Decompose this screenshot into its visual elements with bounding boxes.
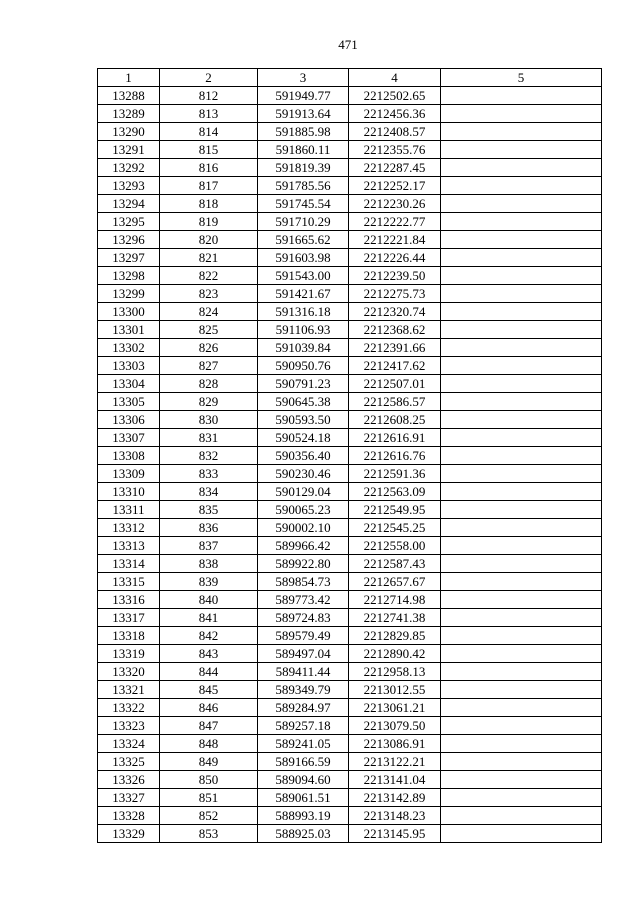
cell-vertex-number: 823 [160,285,258,303]
cell-point-number: 13309 [98,465,160,483]
cell-x-coordinate: 591949.77 [258,87,349,105]
table-row [98,321,602,339]
cell-x-coordinate: 590002.10 [258,519,349,537]
cell-vertex-number: 847 [160,717,258,735]
cell-note [441,375,602,393]
cell-y-coordinate: 2212456.36 [349,105,441,123]
cell-vertex-number: 822 [160,267,258,285]
cell-x-coordinate: 590950.76 [258,357,349,375]
cell-y-coordinate: 2212222.77 [349,213,441,231]
cell-y-coordinate: 2212657.67 [349,573,441,591]
cell-x-coordinate: 589411.44 [258,663,349,681]
cell-point-number: 13320 [98,663,160,681]
table-row [98,123,602,141]
cell-note [441,123,602,141]
cell-note [441,213,602,231]
cell-note [441,159,602,177]
cell-y-coordinate: 2213122.21 [349,753,441,771]
cell-y-coordinate: 2212586.57 [349,393,441,411]
table-row [98,555,602,573]
table-row [98,645,602,663]
cell-point-number: 13306 [98,411,160,429]
table-row [98,375,602,393]
cell-x-coordinate: 590524.18 [258,429,349,447]
cell-x-coordinate: 591039.84 [258,339,349,357]
cell-vertex-number: 845 [160,681,258,699]
table-row [98,753,602,771]
cell-y-coordinate: 2212549.95 [349,501,441,519]
cell-note [441,141,602,159]
cell-note [441,195,602,213]
cell-x-coordinate: 591543.00 [258,267,349,285]
cell-vertex-number: 843 [160,645,258,663]
cell-vertex-number: 818 [160,195,258,213]
cell-x-coordinate: 589349.79 [258,681,349,699]
cell-x-coordinate: 589094.60 [258,771,349,789]
cell-note [441,519,602,537]
cell-note [441,789,602,807]
cell-point-number: 13326 [98,771,160,789]
cell-point-number: 13308 [98,447,160,465]
table-row [98,249,602,267]
column-header-5: 5 [441,69,602,87]
cell-x-coordinate: 589579.49 [258,627,349,645]
cell-y-coordinate: 2213079.50 [349,717,441,735]
cell-y-coordinate: 2212616.91 [349,429,441,447]
table-body [98,87,602,843]
cell-y-coordinate: 2212587.43 [349,555,441,573]
cell-x-coordinate: 589257.18 [258,717,349,735]
cell-note [441,393,602,411]
table-row [98,771,602,789]
cell-point-number: 13319 [98,645,160,663]
cell-y-coordinate: 2212714.98 [349,591,441,609]
cell-x-coordinate: 591316.18 [258,303,349,321]
cell-y-coordinate: 2212287.45 [349,159,441,177]
cell-point-number: 13304 [98,375,160,393]
cell-y-coordinate: 2212502.65 [349,87,441,105]
table-row [98,411,602,429]
cell-vertex-number: 825 [160,321,258,339]
cell-point-number: 13302 [98,339,160,357]
cell-y-coordinate: 2212545.25 [349,519,441,537]
cell-x-coordinate: 590129.04 [258,483,349,501]
cell-point-number: 13329 [98,825,160,843]
cell-vertex-number: 815 [160,141,258,159]
cell-vertex-number: 816 [160,159,258,177]
table-row [98,285,602,303]
cell-vertex-number: 831 [160,429,258,447]
cell-vertex-number: 820 [160,231,258,249]
cell-note [441,87,602,105]
cell-vertex-number: 828 [160,375,258,393]
table-row [98,627,602,645]
cell-note [441,501,602,519]
cell-x-coordinate: 590791.23 [258,375,349,393]
cell-y-coordinate: 2213148.23 [349,807,441,825]
cell-y-coordinate: 2213145.95 [349,825,441,843]
cell-y-coordinate: 2212829.85 [349,627,441,645]
cell-note [441,249,602,267]
cell-note [441,717,602,735]
cell-x-coordinate: 591665.62 [258,231,349,249]
table-row [98,357,602,375]
table-row [98,177,602,195]
table-row [98,303,602,321]
cell-point-number: 13311 [98,501,160,519]
cell-point-number: 13289 [98,105,160,123]
cell-point-number: 13288 [98,87,160,105]
cell-y-coordinate: 2212507.01 [349,375,441,393]
cell-y-coordinate: 2212230.26 [349,195,441,213]
cell-note [441,231,602,249]
cell-point-number: 13327 [98,789,160,807]
cell-note [441,177,602,195]
column-header-4: 4 [349,69,441,87]
table-row [98,609,602,627]
cell-point-number: 13292 [98,159,160,177]
cell-vertex-number: 832 [160,447,258,465]
cell-note [441,465,602,483]
cell-point-number: 13315 [98,573,160,591]
table-row [98,519,602,537]
table-row [98,105,602,123]
cell-x-coordinate: 591860.11 [258,141,349,159]
table-row [98,591,602,609]
table-row [98,231,602,249]
cell-x-coordinate: 588993.19 [258,807,349,825]
cell-x-coordinate: 591106.93 [258,321,349,339]
cell-vertex-number: 846 [160,699,258,717]
cell-x-coordinate: 589497.04 [258,645,349,663]
table-row [98,429,602,447]
cell-note [441,357,602,375]
cell-vertex-number: 833 [160,465,258,483]
cell-point-number: 13324 [98,735,160,753]
cell-vertex-number: 813 [160,105,258,123]
cell-point-number: 13298 [98,267,160,285]
cell-point-number: 13316 [98,591,160,609]
cell-y-coordinate: 2212608.25 [349,411,441,429]
cell-x-coordinate: 590065.23 [258,501,349,519]
cell-note [441,303,602,321]
cell-point-number: 13294 [98,195,160,213]
cell-x-coordinate: 591913.64 [258,105,349,123]
cell-vertex-number: 842 [160,627,258,645]
cell-vertex-number: 838 [160,555,258,573]
cell-x-coordinate: 591710.29 [258,213,349,231]
cell-x-coordinate: 591885.98 [258,123,349,141]
cell-x-coordinate: 591421.67 [258,285,349,303]
cell-vertex-number: 837 [160,537,258,555]
cell-note [441,627,602,645]
cell-y-coordinate: 2212221.84 [349,231,441,249]
table-row [98,213,602,231]
cell-y-coordinate: 2212591.36 [349,465,441,483]
cell-vertex-number: 819 [160,213,258,231]
table-row [98,807,602,825]
cell-x-coordinate: 591785.56 [258,177,349,195]
cell-point-number: 13312 [98,519,160,537]
cell-vertex-number: 836 [160,519,258,537]
cell-note [441,285,602,303]
cell-point-number: 13295 [98,213,160,231]
cell-note [441,411,602,429]
table-row [98,141,602,159]
cell-point-number: 13318 [98,627,160,645]
cell-vertex-number: 844 [160,663,258,681]
cell-y-coordinate: 2212368.62 [349,321,441,339]
cell-x-coordinate: 591603.98 [258,249,349,267]
coordinates-table [97,68,602,843]
table-row [98,573,602,591]
cell-point-number: 13310 [98,483,160,501]
cell-y-coordinate: 2212320.74 [349,303,441,321]
cell-x-coordinate: 590645.38 [258,393,349,411]
cell-note [441,447,602,465]
cell-vertex-number: 850 [160,771,258,789]
column-header-1: 1 [98,69,160,87]
cell-x-coordinate: 589854.73 [258,573,349,591]
table-row [98,825,602,843]
cell-note [441,105,602,123]
cell-note [441,591,602,609]
cell-note [441,753,602,771]
cell-vertex-number: 830 [160,411,258,429]
cell-point-number: 13314 [98,555,160,573]
cell-y-coordinate: 2212563.09 [349,483,441,501]
cell-x-coordinate: 590230.46 [258,465,349,483]
cell-note [441,807,602,825]
cell-vertex-number: 824 [160,303,258,321]
cell-note [441,699,602,717]
cell-y-coordinate: 2212355.76 [349,141,441,159]
cell-x-coordinate: 590356.40 [258,447,349,465]
cell-y-coordinate: 2212958.13 [349,663,441,681]
cell-note [441,267,602,285]
cell-note [441,771,602,789]
cell-vertex-number: 839 [160,573,258,591]
cell-vertex-number: 853 [160,825,258,843]
cell-note [441,321,602,339]
table-row [98,159,602,177]
cell-vertex-number: 852 [160,807,258,825]
cell-x-coordinate: 589166.59 [258,753,349,771]
table-row [98,465,602,483]
cell-vertex-number: 817 [160,177,258,195]
cell-point-number: 13328 [98,807,160,825]
cell-point-number: 13321 [98,681,160,699]
cell-note [441,663,602,681]
cell-y-coordinate: 2212558.00 [349,537,441,555]
table-row [98,663,602,681]
header-row [98,69,602,87]
cell-vertex-number: 812 [160,87,258,105]
cell-vertex-number: 851 [160,789,258,807]
cell-x-coordinate: 589773.42 [258,591,349,609]
table-row [98,195,602,213]
column-header-3: 3 [258,69,349,87]
cell-vertex-number: 841 [160,609,258,627]
cell-y-coordinate: 2212417.62 [349,357,441,375]
cell-y-coordinate: 2212408.57 [349,123,441,141]
cell-point-number: 13322 [98,699,160,717]
cell-point-number: 13305 [98,393,160,411]
cell-vertex-number: 848 [160,735,258,753]
cell-y-coordinate: 2212391.66 [349,339,441,357]
cell-point-number: 13301 [98,321,160,339]
table-row [98,537,602,555]
table-row [98,501,602,519]
cell-y-coordinate: 2212741.38 [349,609,441,627]
cell-vertex-number: 834 [160,483,258,501]
table-row [98,735,602,753]
cell-note [441,483,602,501]
cell-point-number: 13293 [98,177,160,195]
cell-point-number: 13300 [98,303,160,321]
cell-x-coordinate: 589922.80 [258,555,349,573]
cell-note [441,609,602,627]
cell-point-number: 13297 [98,249,160,267]
cell-point-number: 13323 [98,717,160,735]
cell-x-coordinate: 591819.39 [258,159,349,177]
cell-x-coordinate: 588925.03 [258,825,349,843]
cell-note [441,429,602,447]
cell-vertex-number: 849 [160,753,258,771]
table-row [98,339,602,357]
cell-point-number: 13296 [98,231,160,249]
cell-note [441,825,602,843]
table-row [98,717,602,735]
cell-x-coordinate: 590593.50 [258,411,349,429]
cell-y-coordinate: 2213012.55 [349,681,441,699]
cell-vertex-number: 821 [160,249,258,267]
cell-vertex-number: 835 [160,501,258,519]
cell-x-coordinate: 589724.83 [258,609,349,627]
cell-y-coordinate: 2212275.73 [349,285,441,303]
table-row [98,267,602,285]
cell-vertex-number: 814 [160,123,258,141]
table-row [98,681,602,699]
cell-y-coordinate: 2212252.17 [349,177,441,195]
cell-point-number: 13290 [98,123,160,141]
cell-x-coordinate: 589284.97 [258,699,349,717]
cell-note [441,339,602,357]
cell-point-number: 13317 [98,609,160,627]
cell-note [441,555,602,573]
cell-y-coordinate: 2213142.89 [349,789,441,807]
table-row [98,393,602,411]
cell-x-coordinate: 589061.51 [258,789,349,807]
cell-point-number: 13303 [98,357,160,375]
cell-note [441,573,602,591]
cell-x-coordinate: 589966.42 [258,537,349,555]
table-row [98,789,602,807]
cell-vertex-number: 826 [160,339,258,357]
cell-x-coordinate: 589241.05 [258,735,349,753]
cell-note [441,735,602,753]
cell-note [441,645,602,663]
cell-point-number: 13307 [98,429,160,447]
cell-y-coordinate: 2212616.76 [349,447,441,465]
cell-y-coordinate: 2212239.50 [349,267,441,285]
column-header-2: 2 [160,69,258,87]
cell-vertex-number: 827 [160,357,258,375]
cell-note [441,537,602,555]
table-row [98,87,602,105]
cell-y-coordinate: 2213061.21 [349,699,441,717]
table-row [98,447,602,465]
cell-y-coordinate: 2212890.42 [349,645,441,663]
table-row [98,483,602,501]
cell-point-number: 13325 [98,753,160,771]
cell-point-number: 13299 [98,285,160,303]
cell-vertex-number: 840 [160,591,258,609]
cell-point-number: 13313 [98,537,160,555]
cell-x-coordinate: 591745.54 [258,195,349,213]
cell-y-coordinate: 2213141.04 [349,771,441,789]
cell-note [441,681,602,699]
page-number: 471 [338,37,358,52]
cell-vertex-number: 829 [160,393,258,411]
cell-y-coordinate: 2213086.91 [349,735,441,753]
table-row [98,699,602,717]
cell-y-coordinate: 2212226.44 [349,249,441,267]
cell-point-number: 13291 [98,141,160,159]
table-header [98,69,602,87]
